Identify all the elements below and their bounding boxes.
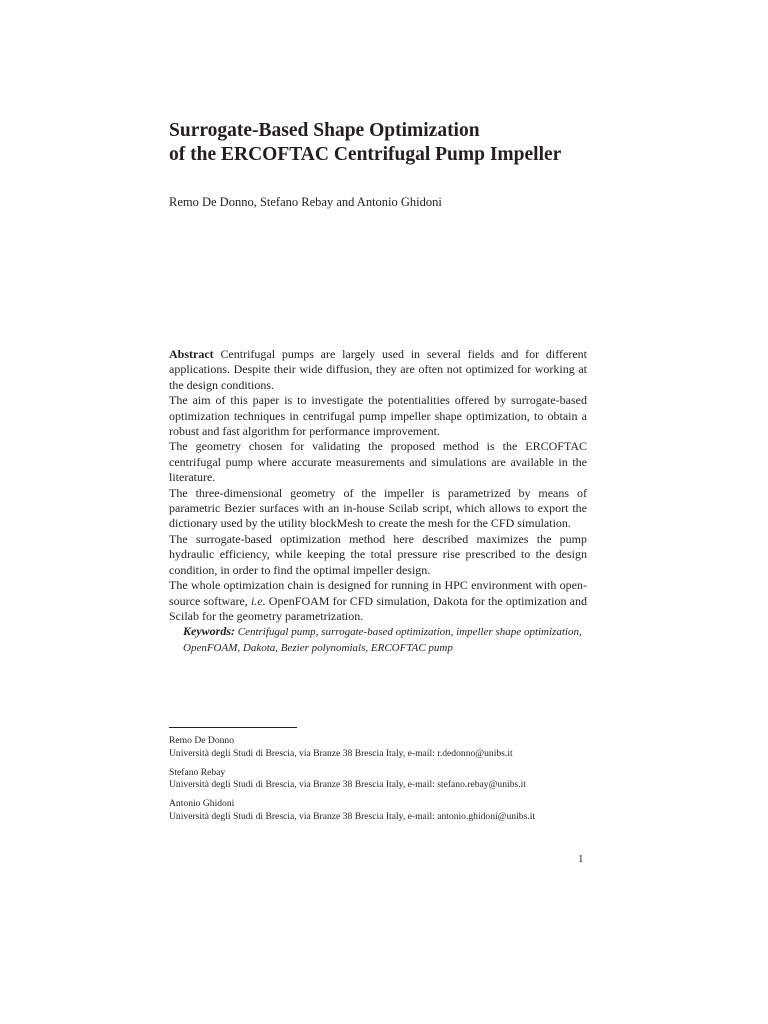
affiliation-author-name: Antonio Ghidoni: [169, 798, 235, 809]
abstract-p6-before: The whole optimization chain is designed for running in HPC environment with open-source software,: [169, 578, 587, 608]
page-number: 1: [578, 853, 584, 865]
author-list: Remo De Donno, Stefano Rebay and Antonio Ghidoni: [169, 195, 442, 209]
title-line-2: of the ERCOFTAC Centrifugal Pump Impeller: [169, 144, 562, 165]
abstract-p6-after: OpenFOAM for CFD simulation, Dakota for the optimization and Scilab for the geometry parametrization.: [169, 593, 587, 623]
keywords-label: Keywords:: [183, 624, 235, 639]
paper-title: [169, 119, 609, 167]
affiliation-author-name: Stefano Rebay: [169, 766, 226, 778]
affiliation-author-name: Remo De Donno: [169, 735, 235, 746]
abstract-label: Abstract: [169, 347, 214, 361]
keywords: [169, 624, 587, 656]
abstract-section: [169, 347, 587, 656]
affiliation-entry: [169, 767, 609, 792]
abstract-paragraph-4: The three-dimensional geometry of the impeller is parametrized by means of parametric Bezier surfaces with an in-house Scilab script, which allows to export the dictionary used by the utility blockMesh to create the mesh for the CFD simulation.: [169, 485, 587, 531]
affiliation-address: Università degli Studi di Brescia, via Branze 38 Brescia Italy, e-mail: r.dedonno@unibs.it: [169, 747, 513, 759]
abstract-paragraph-2: The aim of this paper is to investigate the potentialities offered by surrogate-based optimization techniques in centrifugal pump impeller shape optimization, to obtain a robust and fast algorithm for performance improvement.: [169, 393, 587, 439]
footnote-divider: [169, 727, 297, 728]
affiliation-address: Università degli Studi di Brescia, via Branze 38 Brescia Italy, e-mail: stefano.rebay@unibs.it: [169, 779, 526, 790]
affiliation-address: Università degli Studi di Brescia, via Branze 38 Brescia Italy, e-mail: antonio.ghidoni@unibs.it: [169, 810, 536, 822]
title-line-1: Surrogate-Based Shape Optimization: [169, 120, 480, 141]
affiliation-footnotes: [169, 735, 609, 830]
abstract-paragraph-3: The geometry chosen for validating the proposed method is the ERCOFTAC centrifugal pump where accurate measurements and simulations are available in the literature.: [169, 439, 587, 485]
abstract-intro-text: Centrifugal pumps are largely used in several fields and for different applications. Despite their wide diffusion, they are often not optimized for working at the design conditions.: [169, 347, 588, 392]
abstract-paragraph-6: [169, 578, 587, 624]
affiliation-entry: [169, 735, 609, 760]
keywords-text: Centrifugal pump, surrogate-based optimization, impeller shape optimization, OpenFOAM, Dakota, Bezier polynomials, ERCOFTAC pump: [183, 626, 582, 654]
abstract-p6-ie: i.e.: [250, 593, 266, 608]
affiliation-entry: [169, 798, 609, 823]
abstract-paragraph-1: [169, 347, 587, 393]
abstract-paragraph-5: The surrogate-based optimization method here described maximizes the pump hydraulic efficiency, while keeping the total pressure rise prescribed to the design condition, in order to find the optimal impeller design.: [169, 531, 587, 577]
